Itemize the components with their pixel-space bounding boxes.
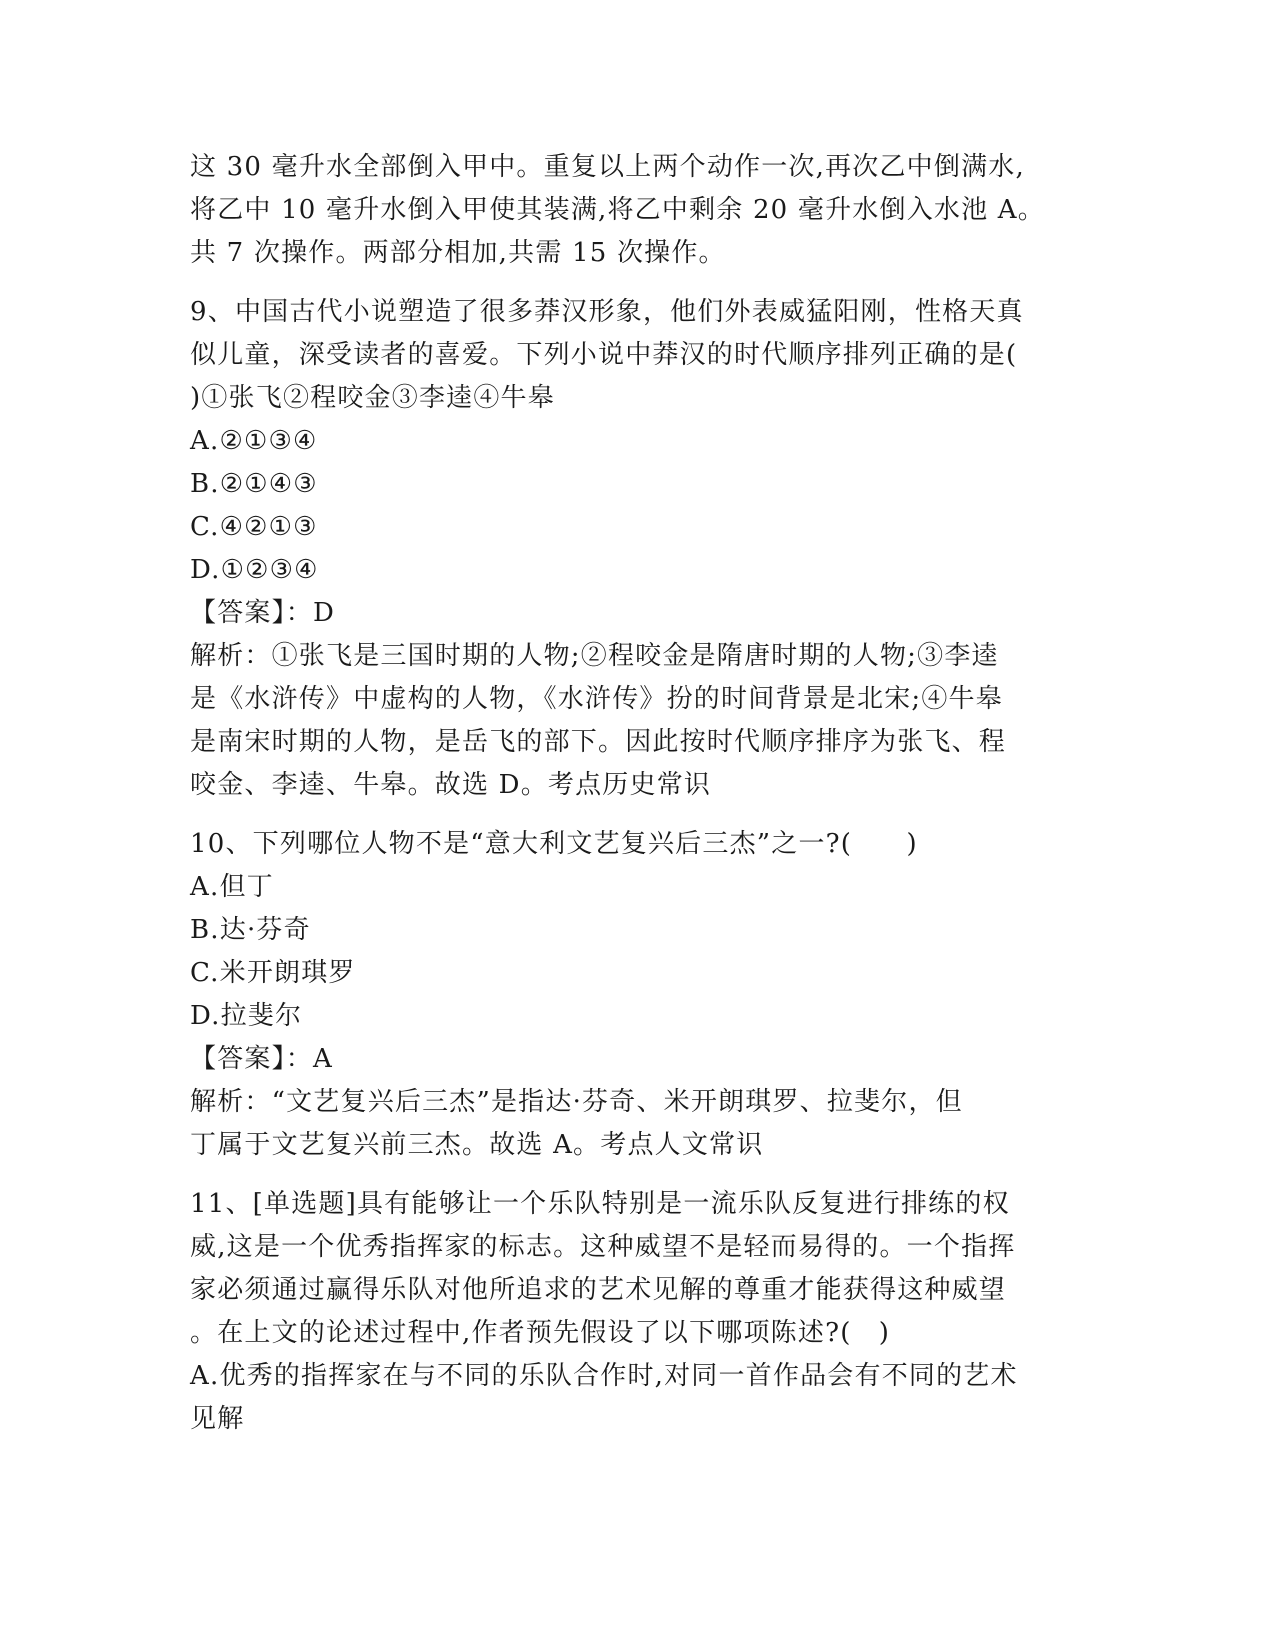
question-stem: 家必须通过赢得乐队对他所追求的艺术见解的尊重才能获得这种威望 — [190, 1275, 1007, 1305]
question-9 — [190, 291, 1090, 807]
analysis-line: 是《水浒传》中虚构的人物，《水浒传》扮的时间背景是北宋;④牛皋 — [190, 684, 1003, 714]
question-11 — [190, 1183, 1090, 1441]
question-stem: 威,这是一个优秀指挥家的标志。这种威望不是轻而易得的。一个指挥 — [190, 1232, 1016, 1262]
analysis-line: 丁属于文艺复兴前三杰。故选 A。考点人文常识 — [190, 1130, 764, 1160]
text-line: 将乙中 10 毫升水倒入甲使其装满,将乙中剩余 20 毫升水倒入水池 A。 — [190, 195, 1045, 225]
question-stem: 。在上文的论述过程中,作者预先假设了以下哪项陈述?( ) — [190, 1318, 891, 1348]
analysis-line: 解析：“文艺复兴后三杰”是指达·芬奇、米开朗琪罗、拉斐尔，但 — [190, 1087, 963, 1117]
analysis-line: 是南宋时期的人物，是岳飞的部下。因此按时代顺序排序为张飞、程 — [190, 727, 1007, 757]
option-b: B.②①④③ — [190, 469, 318, 499]
option-a: A.②①③④ — [190, 426, 318, 456]
question-stem: 11、[单选题]具有能够让一个乐队特别是一流乐队反复进行排练的权 — [190, 1189, 1010, 1219]
question-stem: 10、下列哪位人物不是“意大利文艺复兴后三杰”之一?( ) — [190, 829, 918, 859]
option-c: C.④②①③ — [190, 512, 318, 542]
option-a: A.优秀的指挥家在与不同的乐队合作时,对同一首作品会有不同的艺术 — [190, 1361, 1018, 1391]
question-stem: 9、中国古代小说塑造了很多莽汉形象，他们外表威猛阳刚，性格天真 — [190, 297, 1024, 327]
question-stem: )①张飞②程咬金③李逵④牛皋 — [190, 383, 555, 413]
text-line: 这 30 毫升水全部倒入甲中。重复以上两个动作一次,再次乙中倒满水, — [190, 152, 1025, 182]
analysis-line: 咬金、李逵、牛皋。故选 D。考点历史常识 — [190, 770, 712, 800]
answer-line: 【答案】：D — [190, 598, 336, 628]
option-c: C.米开朗琪罗 — [190, 958, 356, 988]
continuation-block — [190, 146, 1090, 275]
analysis-line: 解析：①张飞是三国时期的人物;②程咬金是隋唐时期的人物;③李逵 — [190, 641, 999, 671]
option-d: D.拉斐尔 — [190, 1001, 303, 1031]
option-a-continued: 见解 — [190, 1404, 245, 1434]
document-page — [190, 146, 1090, 1441]
option-a: A.但丁 — [190, 872, 274, 902]
answer-line: 【答案】：A — [190, 1044, 333, 1074]
option-d: D.①②③④ — [190, 555, 319, 585]
text-line: 共 7 次操作。两部分相加,共需 15 次操作。 — [190, 238, 726, 268]
question-stem: 似儿童，深受读者的喜爱。下列小说中莽汉的时代顺序排列正确的是( — [190, 340, 1018, 370]
question-10 — [190, 823, 1090, 1167]
option-b: B.达·芬奇 — [190, 915, 311, 945]
